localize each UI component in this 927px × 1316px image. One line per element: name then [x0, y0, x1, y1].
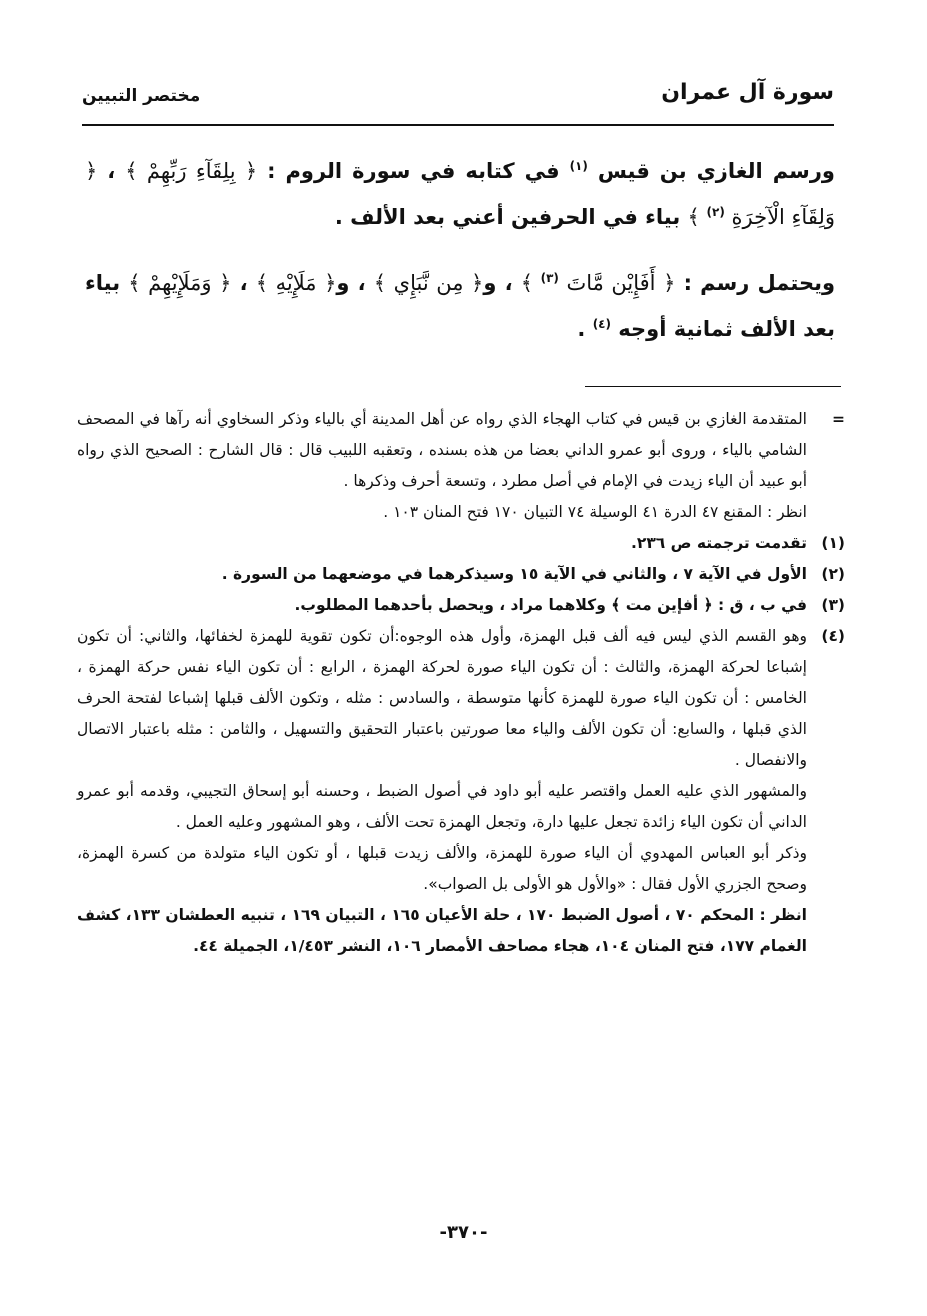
p1-text-c: ، — [97, 159, 126, 183]
page-number: -٣٧٠- — [439, 1222, 488, 1243]
footnote-4-para-2: والمشهور الذي عليه العمل واقتصر عليه أبو داود في أصول الضبط ، وحسنه أبو إسحاق التجيبي، وقدمه أبو عمرو الداني أن تكون الياء زائدة تجعل عليها دارة، وتجعل الهمزة تحت الألف ، وهو المشهور وعليه العمل . — [77, 782, 807, 831]
continuation-text: المتقدمة الغازي بن قيس في كتاب الهجاء الذي رواه عن أهل المدينة أي بالياء وذكر السخاوي أنه رآها في المصحف الشامي بالياء ، وروى أبو عمرو الداني بعضا من هذه بسنده ، وتعقبه اللبيب قال : قال الشارح : الصحيح الذي رواه أبو عبيد أن الياء زيدت في الإمام في أصل مطرد ، وتسعة أحرف وذكرها . — [77, 410, 807, 490]
footnote-1-marker: (١) — [821, 534, 845, 552]
footnote-4-para-1: وهو القسم الذي ليس فيه ألف قبل الهمزة، وأول هذه الوجوه:أن تكون تقوية للهمزة لخفائها، والثاني: أن تكون إشباعا لحركة الهمزة، والثالث : أن تكون الياء صورة لحركة الهمزة ، الرابع : أن تكون الياء نفس حركة الهمزة ، الخامس : أن تكون الياء صورة للهمزة كأنها متوسطة ، والسادس : مثله ، وتكون الألف قبلها إشباعا لفتحة الحرف الذي قبلها ، والسابع: أن تكون الألف والياء معا صورتين باعتبار التحقيق والتسهيل ، والثامن : مثله باعتبار الاتصال والانفصال . — [77, 627, 807, 769]
p2-text-a: ويحتمل رسم : — [675, 271, 836, 295]
quran-quote-waliqai-end: ﴾ — [687, 205, 707, 229]
footnote-3-quran: ﴿ أفإين مت ﴾ — [611, 596, 713, 614]
quran-quote-malaihim: ﴿ وَمَلَإِيْهِمْ ﴾ — [128, 271, 232, 295]
footnote-4-marker: (٤) — [821, 627, 845, 645]
p1-text-a: ورسم الغازي بن قيس — [587, 159, 835, 183]
footnote-3-text-b: وكلاهما مراد ، ويحصل بأحدهما المطلوب. — [294, 596, 612, 614]
footnote-1 — [77, 528, 845, 559]
footnote-continuation — [77, 404, 845, 528]
footnote-4 — [77, 621, 845, 962]
footnote-ref-2: (٢) — [706, 205, 725, 219]
footnote-ref-1: (١) — [569, 159, 588, 173]
main-paragraph-1 — [85, 148, 835, 240]
page-header — [82, 80, 834, 120]
p2-text-d: ، — [231, 271, 256, 295]
surah-title: سورة آل عمران — [661, 80, 834, 105]
footnote-3-text-a: في ب ، ق : — [712, 596, 807, 614]
footnote-3-marker: (٣) — [821, 596, 845, 614]
quran-quote-malaihi: ﴿ مَلَإِيْهِ ﴾ — [255, 271, 337, 295]
footnote-ref-4: (٤) — [592, 317, 611, 331]
p1-text-b: في كتابه في سورة الروم : — [257, 159, 570, 183]
p2-text-c: ، و — [336, 271, 374, 295]
quran-quote-afain-end: ﴾ — [520, 271, 541, 295]
footnote-ref-3: (٣) — [540, 271, 559, 285]
main-text — [85, 148, 835, 352]
footnote-1-text: تقدمت ترجمته ص ٢٣٦. — [630, 534, 807, 552]
quran-quote-waliqai: ﴿ وَلِقَآءِ الْآخِرَةِ — [85, 159, 835, 229]
continuation-marker: = — [832, 410, 845, 428]
footnote-4-para-3: وذكر أبو العباس المهدوي أن الياء صورة للهمزة، والألف زيدت قبلها ، أو تكون الياء متولدة من كسرة الهمزة، وصحح الجزري الأول فقال : «والأول هو الأولى بل الصواب». — [77, 844, 807, 893]
footnote-3 — [77, 590, 845, 621]
footnote-2-text: الأول في الآية ٧ ، والثاني في الآية ١٥ وسيذكرهما في موضعهما من السورة . — [221, 565, 807, 583]
footnote-4-references: انظر : المحكم ٧٠ ، أصول الضبط ١٧٠ ، حلة الأعيان ١٦٥ ، التبيان ١٦٩ ، تنبيه العطشان ١٣٣، كشف الغمام ١٧٧، فتح المنان ١٠٤، هجاء مصاحف الأمصار ١٠٦، النشر ١/٤٥٣، الجميلة ٤٤. — [77, 906, 807, 955]
p2-text-e: بياء بعد الألف ثمانية أوجه — [85, 271, 835, 341]
continuation-references: انظر : المقنع ٤٧ الدرة ٤١ الوسيلة ٧٤ التبيان ١٧٠ فتح المنان ١٠٣ . — [383, 503, 807, 521]
p1-text-d: بياء في الحرفين أعني بعد الألف . — [334, 205, 688, 229]
header-rule — [82, 124, 834, 126]
p2-text-b: ، و — [483, 271, 521, 295]
footnote-2 — [77, 559, 845, 590]
main-paragraph-2 — [85, 260, 835, 352]
footnote-2-marker: (٢) — [821, 565, 845, 583]
quran-quote-biliqai: ﴿ بِلِقَآءِ رَبِّهِمْ ﴾ — [125, 159, 258, 183]
quran-quote-naba: ﴿ مِن نَّبَإِي ﴾ — [373, 271, 484, 295]
footnotes — [77, 404, 845, 962]
footnote-separator — [585, 386, 841, 387]
book-title: مختصر التبيين — [82, 86, 201, 106]
p2-text-f: . — [577, 317, 593, 341]
quran-quote-afain: ﴿ أَفَإِيْن مَّاتَ — [558, 271, 676, 295]
footnote-3-text — [77, 590, 807, 621]
